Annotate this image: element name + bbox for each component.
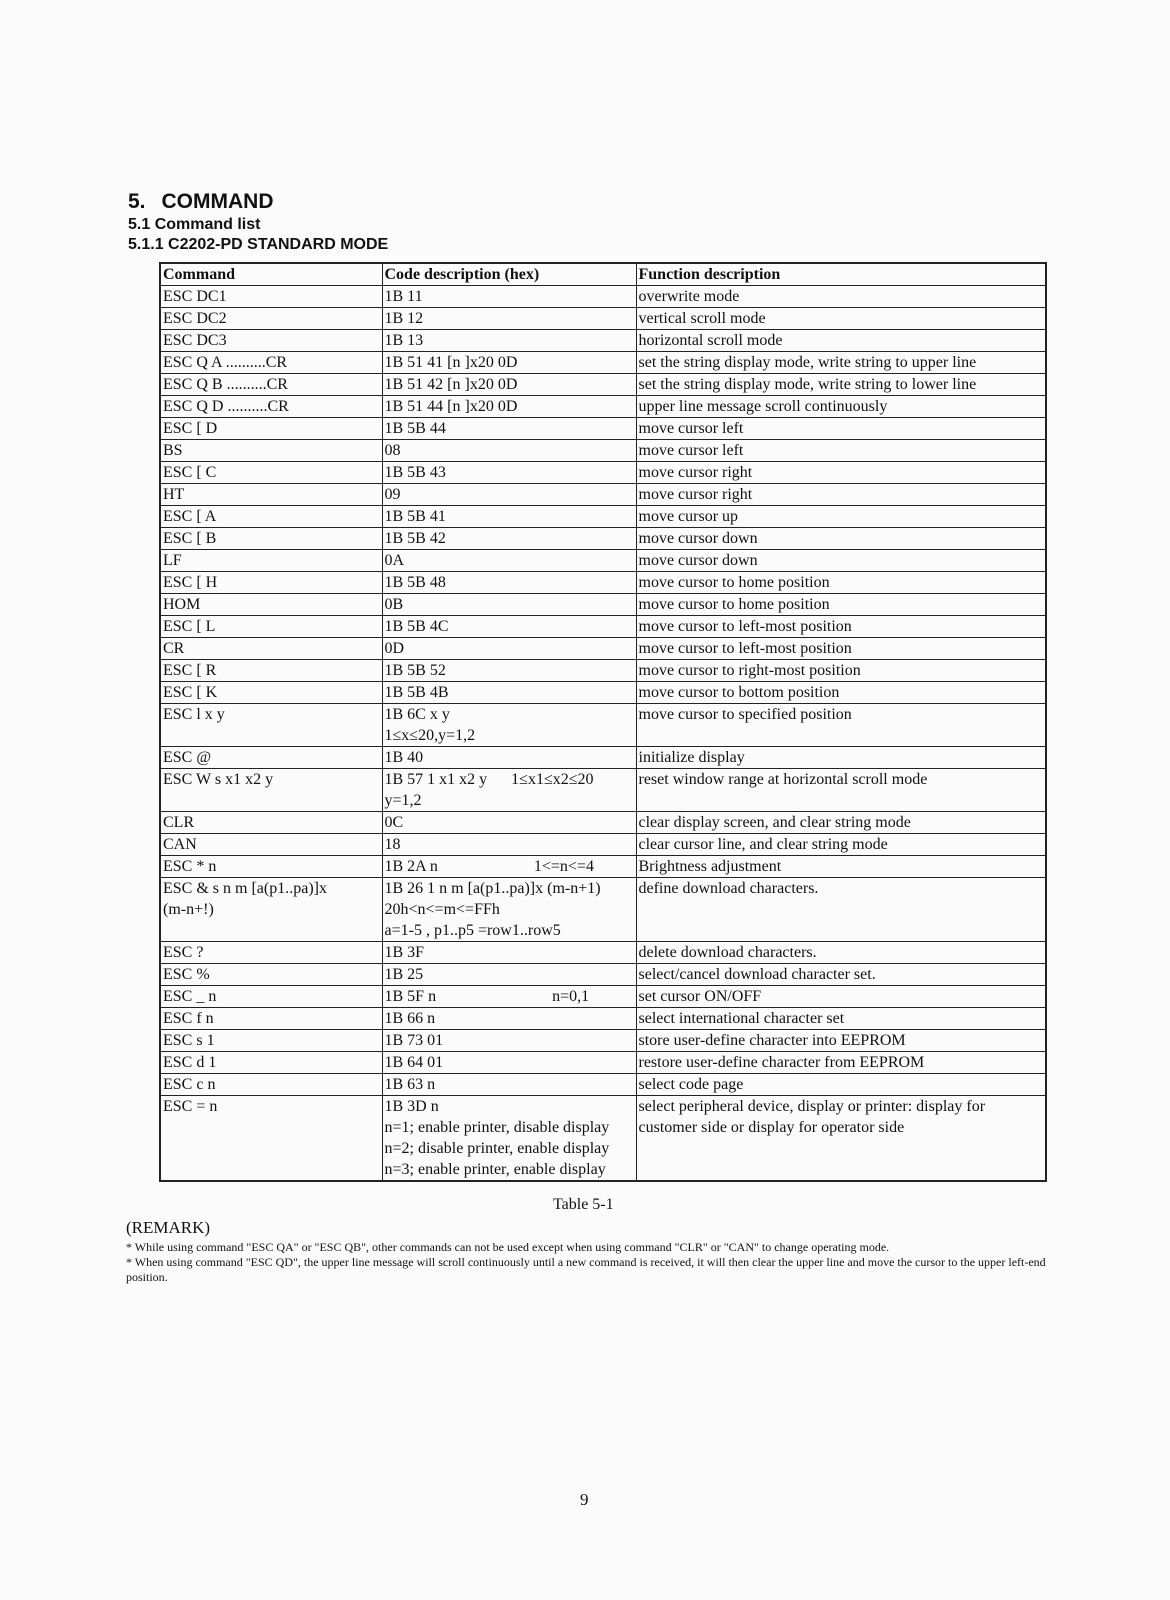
code-cell: 1B 64 01 <box>382 1052 636 1074</box>
function-cell: select code page <box>636 1074 1046 1096</box>
table-header-row <box>160 263 1046 286</box>
subsection-heading: 5.1 Command list <box>128 216 261 233</box>
code-cell: 1B 5B 4C <box>382 616 636 638</box>
table-row <box>160 964 1046 986</box>
command-cell: CR <box>160 638 382 660</box>
section-number: 5. <box>128 190 146 213</box>
function-cell: define download characters. <box>636 878 1046 942</box>
table-row <box>160 704 1046 747</box>
function-cell: move cursor left <box>636 440 1046 462</box>
code-cell: 1B 5B 42 <box>382 528 636 550</box>
command-cell: ESC l x y <box>160 704 382 747</box>
table-row <box>160 462 1046 484</box>
command-cell: ESC & s n m [a(p1..pa)]x (m-n+!) <box>160 878 382 942</box>
table-row <box>160 308 1046 330</box>
table-row <box>160 1096 1046 1182</box>
command-cell: CAN <box>160 834 382 856</box>
header-code: Code description (hex) <box>382 263 636 286</box>
section-heading <box>128 190 274 214</box>
table-row <box>160 330 1046 352</box>
function-cell: clear display screen, and clear string mode <box>636 812 1046 834</box>
function-cell: move cursor right <box>636 462 1046 484</box>
table-row <box>160 986 1046 1008</box>
code-cell: 1B 11 <box>382 286 636 308</box>
remark-notes <box>126 1240 1046 1285</box>
command-cell: ESC @ <box>160 747 382 769</box>
command-cell: ESC [ L <box>160 616 382 638</box>
function-cell: move cursor up <box>636 506 1046 528</box>
function-cell: select peripheral device, display or printer: display for customer side or display for operator side <box>636 1096 1046 1182</box>
command-cell: ESC [ A <box>160 506 382 528</box>
command-cell: ESC c n <box>160 1074 382 1096</box>
table-row <box>160 528 1046 550</box>
code-cell: 1B 51 41 [n ]x20 0D <box>382 352 636 374</box>
code-cell: 1B 3F <box>382 942 636 964</box>
function-cell: store user-define character into EEPROM <box>636 1030 1046 1052</box>
function-cell: reset window range at horizontal scroll mode <box>636 769 1046 812</box>
remark-note: * While using command "ESC QA" or "ESC QB", other commands can not be used except when using command "CLR" or "CAN" to change operating mode. <box>126 1240 890 1254</box>
function-cell: vertical scroll mode <box>636 308 1046 330</box>
code-cell: 1B 73 01 <box>382 1030 636 1052</box>
table-row <box>160 878 1046 942</box>
remark-title: (REMARK) <box>126 1218 211 1237</box>
function-cell: move cursor to bottom position <box>636 682 1046 704</box>
header-function: Function description <box>636 263 1046 286</box>
command-cell: ESC W s x1 x2 y <box>160 769 382 812</box>
function-cell: set the string display mode, write string to upper line <box>636 352 1046 374</box>
function-cell: move cursor to home position <box>636 572 1046 594</box>
function-cell: move cursor to right-most position <box>636 660 1046 682</box>
command-cell: LF <box>160 550 382 572</box>
table-row <box>160 418 1046 440</box>
command-cell: HT <box>160 484 382 506</box>
function-cell: move cursor to home position <box>636 594 1046 616</box>
code-cell: 1B 25 <box>382 964 636 986</box>
table-row <box>160 1030 1046 1052</box>
command-cell: ESC f n <box>160 1008 382 1030</box>
command-cell: ESC % <box>160 964 382 986</box>
header-command: Command <box>160 263 382 286</box>
command-cell: ESC ? <box>160 942 382 964</box>
command-cell: ESC [ C <box>160 462 382 484</box>
function-cell: overwrite mode <box>636 286 1046 308</box>
function-cell: clear cursor line, and clear string mode <box>636 834 1046 856</box>
function-cell: upper line message scroll continuously <box>636 396 1046 418</box>
code-cell: 1B 2A n 1<=n<=4 <box>382 856 636 878</box>
code-cell: 1B 13 <box>382 330 636 352</box>
code-cell: 1B 5B 4B <box>382 682 636 704</box>
code-cell: 1B 6C x y 1≤x≤20,y=1,2 <box>382 704 636 747</box>
code-cell: 1B 5B 41 <box>382 506 636 528</box>
command-cell: ESC [ D <box>160 418 382 440</box>
command-cell: CLR <box>160 812 382 834</box>
command-cell: ESC DC3 <box>160 330 382 352</box>
code-cell: 0B <box>382 594 636 616</box>
command-cell: HOM <box>160 594 382 616</box>
table-row <box>160 682 1046 704</box>
function-cell: select/cancel download character set. <box>636 964 1046 986</box>
code-cell: 1B 26 1 n m [a(p1..pa)]x (m-n+1) 20h<n<=m<=FFh a=1-5 , p1..p5 =row1..row5 <box>382 878 636 942</box>
table-row <box>160 440 1046 462</box>
command-cell: ESC s 1 <box>160 1030 382 1052</box>
command-cell: ESC = n <box>160 1096 382 1182</box>
code-cell: 1B 5B 52 <box>382 660 636 682</box>
code-cell: 1B 3D n n=1; enable printer, disable display n=2; disable printer, enable display n=3; enable printer, enable display <box>382 1096 636 1182</box>
table-row <box>160 572 1046 594</box>
table-row <box>160 812 1046 834</box>
table-row <box>160 638 1046 660</box>
command-cell: ESC DC2 <box>160 308 382 330</box>
table-row <box>160 374 1046 396</box>
table-row <box>160 834 1046 856</box>
function-cell: set cursor ON/OFF <box>636 986 1046 1008</box>
command-table <box>159 262 1047 1182</box>
code-cell: 1B 63 n <box>382 1074 636 1096</box>
function-cell: restore user-define character from EEPROM <box>636 1052 1046 1074</box>
command-cell: ESC [ B <box>160 528 382 550</box>
function-cell: move cursor left <box>636 418 1046 440</box>
code-cell: 1B 5F n n=0,1 <box>382 986 636 1008</box>
table-row <box>160 747 1046 769</box>
function-cell: move cursor right <box>636 484 1046 506</box>
code-cell: 1B 40 <box>382 747 636 769</box>
table-row <box>160 660 1046 682</box>
command-cell: ESC [ H <box>160 572 382 594</box>
code-cell: 1B 5B 43 <box>382 462 636 484</box>
table-row <box>160 396 1046 418</box>
command-cell: ESC _ n <box>160 986 382 1008</box>
function-cell: move cursor to left-most position <box>636 616 1046 638</box>
code-cell: 09 <box>382 484 636 506</box>
code-cell: 0D <box>382 638 636 660</box>
table-row <box>160 856 1046 878</box>
command-cell: ESC [ K <box>160 682 382 704</box>
code-cell: 1B 51 42 [n ]x20 0D <box>382 374 636 396</box>
table-row <box>160 1008 1046 1030</box>
command-cell: ESC Q D ..........CR <box>160 396 382 418</box>
code-cell: 1B 66 n <box>382 1008 636 1030</box>
code-cell: 1B 5B 44 <box>382 418 636 440</box>
command-cell: BS <box>160 440 382 462</box>
table-row <box>160 942 1046 964</box>
command-cell: ESC Q B ..........CR <box>160 374 382 396</box>
table-row <box>160 594 1046 616</box>
table-row <box>160 1052 1046 1074</box>
command-cell: ESC d 1 <box>160 1052 382 1074</box>
subsubsection-heading: 5.1.1 C2202-PD STANDARD MODE <box>128 236 389 253</box>
code-cell: 1B 5B 48 <box>382 572 636 594</box>
table-row <box>160 1074 1046 1096</box>
code-cell: 1B 12 <box>382 308 636 330</box>
function-cell: Brightness adjustment <box>636 856 1046 878</box>
code-cell: 0A <box>382 550 636 572</box>
function-cell: move cursor to left-most position <box>636 638 1046 660</box>
table-row <box>160 484 1046 506</box>
table-row <box>160 506 1046 528</box>
command-cell: ESC DC1 <box>160 286 382 308</box>
remark-note: * When using command "ESC QD", the upper line message will scroll continuously until a new command is received, it will then clear the upper line and move the cursor to the upper left-end position. <box>126 1255 1046 1284</box>
code-cell: 08 <box>382 440 636 462</box>
table-row <box>160 616 1046 638</box>
function-cell: delete download characters. <box>636 942 1046 964</box>
code-cell: 18 <box>382 834 636 856</box>
section-title: COMMAND <box>161 190 274 213</box>
code-cell: 1B 51 44 [n ]x20 0D <box>382 396 636 418</box>
code-cell: 0C <box>382 812 636 834</box>
function-cell: set the string display mode, write string to lower line <box>636 374 1046 396</box>
command-cell: ESC [ R <box>160 660 382 682</box>
page-number: 9 <box>580 1490 589 1509</box>
function-cell: move cursor down <box>636 528 1046 550</box>
command-cell: ESC Q A ..........CR <box>160 352 382 374</box>
function-cell: move cursor to specified position <box>636 704 1046 747</box>
code-cell: 1B 57 1 x1 x2 y 1≤x1≤x2≤20 y=1,2 <box>382 769 636 812</box>
function-cell: move cursor down <box>636 550 1046 572</box>
table-row <box>160 769 1046 812</box>
function-cell: initialize display <box>636 747 1046 769</box>
function-cell: horizontal scroll mode <box>636 330 1046 352</box>
table-caption: Table 5-1 <box>553 1196 614 1213</box>
function-cell: select international character set <box>636 1008 1046 1030</box>
table-row <box>160 352 1046 374</box>
table-row <box>160 286 1046 308</box>
table-row <box>160 550 1046 572</box>
command-cell: ESC * n <box>160 856 382 878</box>
